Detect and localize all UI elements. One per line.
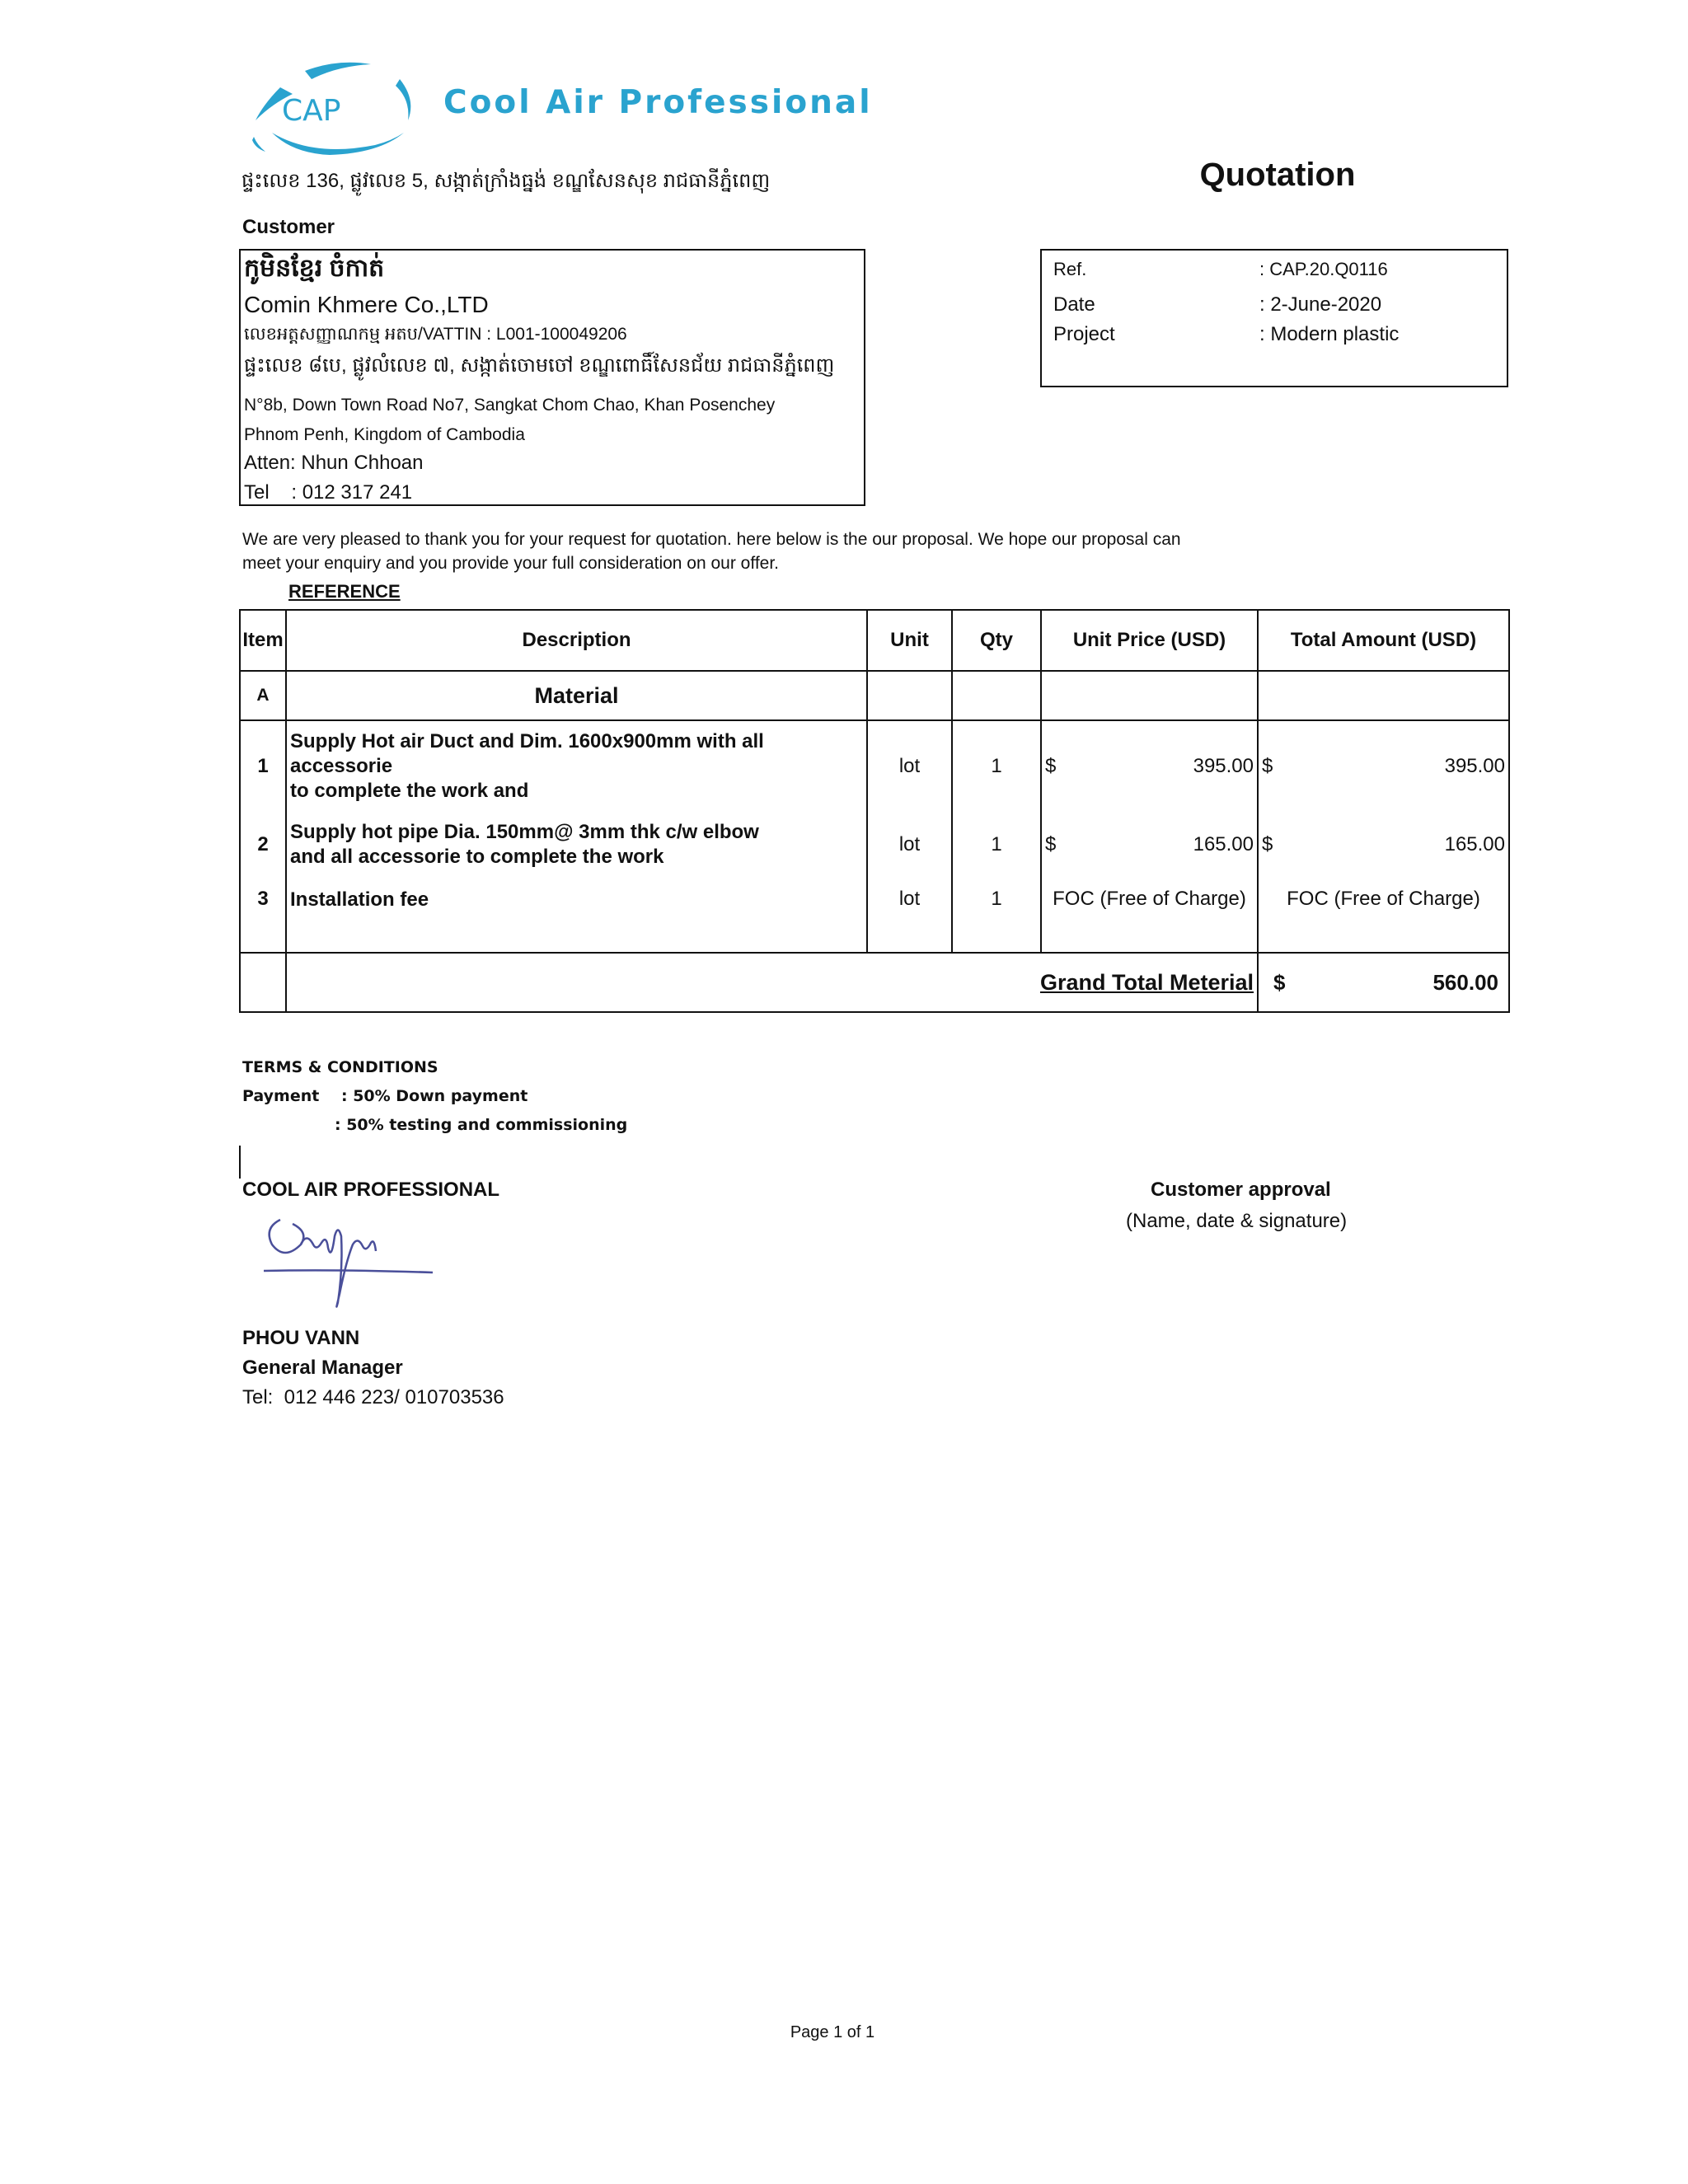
document-title: Quotation	[1199, 157, 1356, 193]
col-qty: Qty	[952, 610, 1041, 671]
item-unit-price	[1041, 812, 1258, 878]
customer-name-khmer: កូមិនខ្មែរ ចំកាត់	[244, 255, 385, 282]
quotation-table	[239, 609, 1510, 1013]
item-qty: 1	[952, 720, 1041, 812]
date-row	[1053, 293, 1382, 316]
section-title: Material	[286, 671, 867, 720]
item-unit: lot	[867, 812, 952, 878]
desc-line: to complete the work and	[290, 780, 529, 802]
project-value: : Modern plastic	[1259, 323, 1400, 345]
grand-total-label: Grand Total Meterial	[286, 953, 1258, 1012]
item-number: 2	[240, 812, 286, 878]
currency-symbol: $	[1045, 755, 1057, 777]
currency-symbol: $	[1262, 755, 1273, 777]
price-value: 395.00	[1193, 755, 1254, 777]
item-description	[286, 720, 867, 812]
col-item: Item	[240, 610, 286, 671]
currency-symbol: $	[1262, 833, 1273, 855]
logo-mark: CAP	[282, 94, 341, 128]
customer-box	[239, 249, 865, 506]
customer-vattin: លេខអត្តសញ្ញាណកម្ម អតប/VATTIN : L001-100049206	[244, 325, 627, 344]
customer-approval-title: Customer approval	[1151, 1179, 1331, 1201]
customer-name: Comin Khmere Co.,LTD	[244, 292, 489, 317]
total-value: 395.00	[1444, 755, 1505, 777]
item-total	[1258, 720, 1509, 812]
project-row	[1053, 323, 1400, 346]
ref-label: Ref.	[1053, 259, 1087, 279]
empty-cell	[867, 671, 952, 720]
item-unit-price: FOC (Free of Charge)	[1041, 878, 1258, 953]
grand-total-value: 560.00	[1432, 969, 1498, 995]
currency-symbol: $	[1045, 833, 1057, 855]
item-description	[286, 812, 867, 878]
logo-text: Cool Air Professional	[443, 84, 873, 121]
col-description: Description	[286, 610, 867, 671]
customer-address-khmer: ផ្ទះលេខ ៨បេ, ផ្លូវលំលេខ ៧, សង្កាត់ចោមចៅ ខណ្ឌពោធិ៍សែនជ័យ រាជធានីភ្នំពេញ	[244, 354, 835, 377]
text-cursor	[239, 1146, 241, 1179]
col-unit-price: Unit Price (USD)	[1041, 610, 1258, 671]
empty-cell	[240, 953, 286, 1012]
ref-value: : CAP.20.Q0116	[1259, 259, 1388, 279]
table-row	[240, 812, 1509, 878]
project-label: Project	[1053, 323, 1115, 345]
date-value: : 2-June-2020	[1259, 293, 1382, 316]
item-qty: 1	[952, 878, 1041, 953]
handwritten-signature	[256, 1212, 437, 1319]
reference-heading: REFERENCE	[288, 581, 401, 602]
item-unit: lot	[867, 720, 952, 812]
customer-address-line2: Phnom Penh, Kingdom of Cambodia	[244, 425, 525, 444]
item-total: FOC (Free of Charge)	[1258, 878, 1509, 953]
desc-line: Supply Hot air Duct and Dim. 1600x900mm with all accessorie	[290, 730, 764, 777]
signer-name: PHOU VANN	[242, 1327, 360, 1349]
signer-tel: Tel: 012 446 223/ 010703536	[242, 1386, 504, 1408]
payment-label: Payment	[242, 1087, 320, 1105]
empty-cell	[1258, 671, 1509, 720]
table-row	[240, 878, 1509, 953]
customer-tel: Tel : 012 317 241	[244, 481, 413, 504]
item-qty: 1	[952, 812, 1041, 878]
total-value: 165.00	[1444, 833, 1505, 855]
ref-row	[1053, 259, 1388, 280]
currency-symbol: $	[1273, 969, 1286, 995]
price-value: 165.00	[1193, 833, 1254, 855]
item-unit: lot	[867, 878, 952, 953]
signing-company: COOL AIR PROFESSIONAL	[242, 1179, 500, 1201]
table-header-row	[240, 610, 1509, 671]
customer-address-line1: N°8b, Down Town Road No7, Sangkat Chom Chao, Khan Posenchey	[244, 396, 776, 415]
grand-total-amount	[1258, 953, 1509, 1012]
item-number: 1	[240, 720, 286, 812]
item-description: Installation fee	[286, 878, 867, 953]
customer-label: Customer	[242, 216, 335, 238]
payment-term-2: : 50% testing and commissioning	[335, 1116, 628, 1134]
col-unit: Unit	[867, 610, 952, 671]
item-unit-price	[1041, 720, 1258, 812]
table-row	[240, 720, 1509, 812]
empty-cell	[952, 671, 1041, 720]
intro-paragraph: We are very pleased to thank you for your request for quotation. here below is the our proposal. We hope our proposal can meet your enquiry and you provide your full consideration on our offer.	[242, 530, 1181, 573]
col-total-amount: Total Amount (USD)	[1258, 610, 1509, 671]
item-number: 3	[240, 878, 286, 953]
customer-attention: Atten: Nhun Chhoan	[244, 452, 424, 474]
desc-line: Supply hot pipe Dia. 150mm@ 3mm thk c/w elbow	[290, 821, 759, 843]
customer-approval-note: (Name, date & signature)	[1126, 1210, 1348, 1232]
company-address: ផ្ទះលេខ 136, ផ្លូវលេខ 5, សង្កាត់ក្រាំងធ្នង់ ខណ្ឌសែនសុខ រាជធានីភ្នំពេញ	[241, 170, 771, 192]
grand-total-row	[240, 953, 1509, 1012]
section-row	[240, 671, 1509, 720]
page-number: Page 1 of 1	[790, 2023, 875, 2041]
date-label: Date	[1053, 293, 1095, 316]
reference-box	[1040, 249, 1508, 387]
empty-cell	[1041, 671, 1258, 720]
item-total	[1258, 812, 1509, 878]
desc-line: and all accessorie to complete the work	[290, 846, 664, 868]
terms-heading: TERMS & CONDITIONS	[242, 1058, 438, 1076]
section-code: A	[240, 671, 286, 720]
payment-term-1: : 50% Down payment	[341, 1087, 528, 1105]
signer-title: General Manager	[242, 1357, 403, 1379]
